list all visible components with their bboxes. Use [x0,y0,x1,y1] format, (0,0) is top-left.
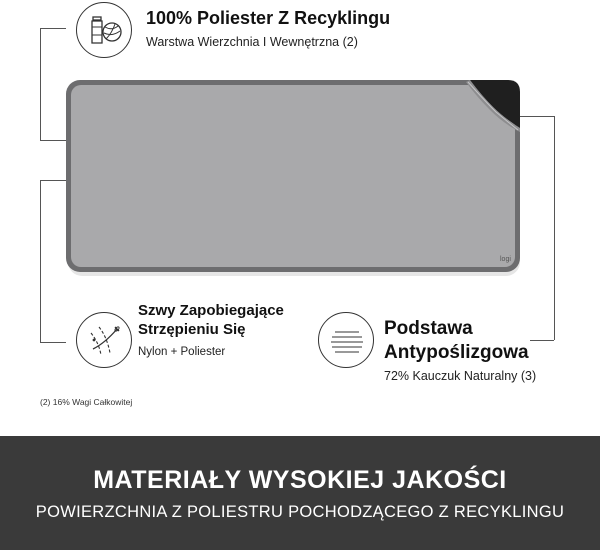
connector-top-h1 [40,28,66,29]
mat-logo: logi [500,256,511,263]
connector-right-h2 [530,340,554,341]
desk-mat-image [64,78,524,278]
feature-top-title: 100% Poliester Z Recyklingu [146,8,391,28]
feature-right-title-line1: Podstawa [384,318,473,339]
connector-left-h2 [40,342,66,343]
connector-right-vertical [554,116,555,340]
feature-top-subtitle: Warstwa Wierzchnia I Wewnętrzna (2) [146,35,358,49]
connector-top-vertical [40,28,41,140]
feature-right-title-line2: Antypoślizgowa [384,342,529,363]
bottom-banner [0,436,600,550]
recycle-bottle-icon [76,2,132,58]
banner-subtitle: POWIERZCHNIA Z POLIESTRU POCHODZĄCEGO Z RECYKLINGU [35,503,565,521]
feature-left-title-line1: Szwy Zapobiegające [138,302,284,319]
feature-left-title-line2: Strzępieniu Się [138,321,246,338]
grip-lines-icon [318,312,374,368]
feature-right-subtitle: 72% Kauczuk Naturalny (3) [384,369,537,383]
stitch-needle-icon [76,312,132,368]
footnote: (2) 16% Wagi Całkowitej [40,397,133,407]
feature-left-subtitle: Nylon + Poliester [138,346,226,358]
connector-left-vertical [40,180,41,342]
banner-title: MATERIAŁY WYSOKIEJ JAKOŚCI [93,466,507,494]
